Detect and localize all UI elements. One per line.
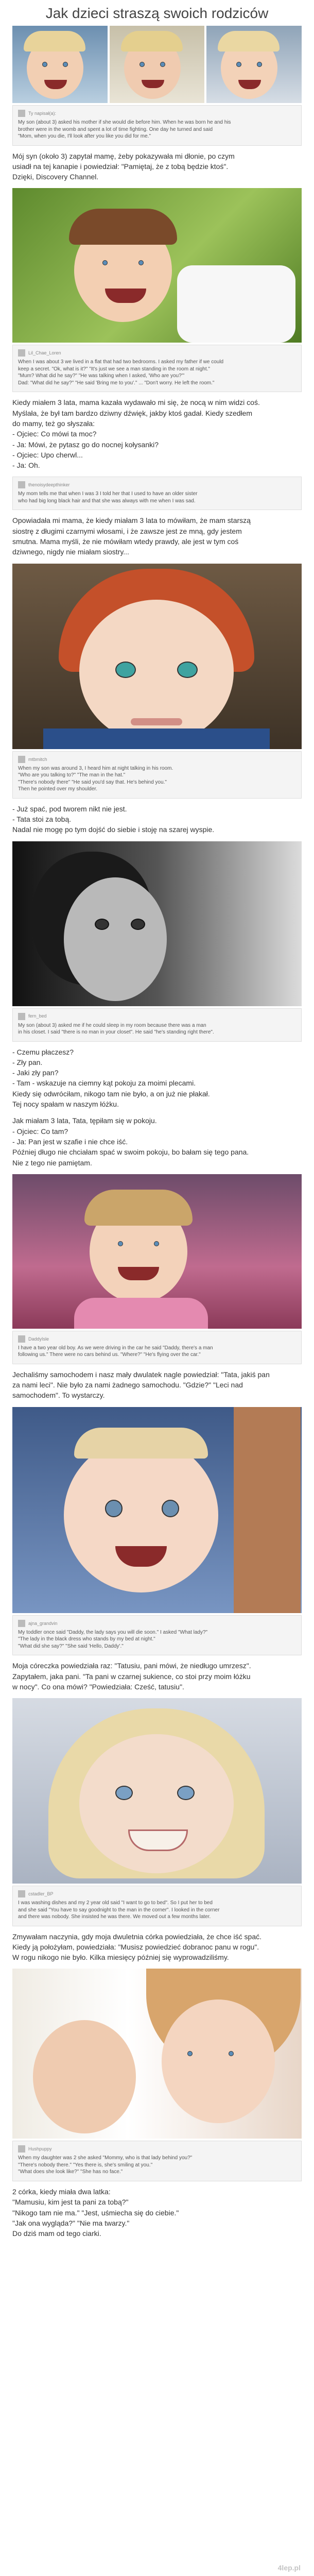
quote-card-7 [12,1615,302,1656]
story-line: Jechaliśmy samochodem i nasz mały dwulatek nagle powiedział: "Tata, jakiś pan [12,1370,270,1379]
story-text-9 [12,1931,302,1963]
card-line: When I was about 3 we lived in a flat that had two bedrooms. I asked my father if we could [18,359,224,365]
story-line: Zapytałem, jaka pani. "Ta pani w czarnej sukience, co stoi przy moim łóżku [12,1672,251,1681]
card-line: "Mum? What did he say?" "He was talking when I asked, 'Who are you?'" [18,373,185,379]
story-line: do mamy, też go słyszała: [12,419,95,428]
card-line: following us." There were no cars behind us. "Where?" "He's flying over the car." [18,1352,201,1358]
quote-card-8 [12,1886,302,1926]
story-line: Do dziś mam od tego ciarki. [12,2229,101,2238]
story-line: dziwnego, nigdy nie miałam siostry... [12,548,129,556]
story-line: "Jak ona wygląda?" "Nie ma twarzy." [12,2218,130,2227]
story-text-7 [12,1369,302,1401]
card-line: and there was nobody. She insisted he was there. We moved out a few months later. [18,1914,211,1920]
quote-card-3 [12,477,302,510]
story-line: "Mamusiu, kim jest ta pani za tobą?" [12,2198,129,2207]
story-line: - Ojciec: Co mówi ta moc? [12,430,97,438]
card-user: ajna_grandvin [28,1620,58,1626]
card-line: brother were in the womb and spent a lot of time fighting. One day he turned and said [18,126,213,132]
story-line: - Ojciec: Co tam? [12,1127,68,1136]
story-line: - Tam - wskazuje na ciemny kąt pokoju za moimi plecami. [12,1079,196,1088]
child-photo-kiss [12,1969,302,2139]
story-text-10 [12,2187,302,2239]
story-line: Tej nocy spałam w naszym łóżku. [12,1100,119,1109]
card-line: I have a two year old boy. As we were driving in the car he said "Daddy, there's a man [18,1345,213,1351]
story-line: "Nikogo tam nie ma." "Jest, uśmiecha się do ciebie." [12,2208,179,2217]
page-title: Jak dzieci straszą swoich rodziców [45,5,269,21]
child-photo-2 [110,26,205,103]
card-line: My toddler once said "Daddy, the lady says you will die soon." I asked "What lady?" [18,1629,208,1635]
card-line: "There's nobody there." "Yes there is, she's smiling at you." [18,2162,153,2168]
child-photo-red-hair [12,564,302,749]
card-line: My mom tells me that when I was 3 I told her that I used to have an older sister [18,491,198,497]
story-line: samochodem". To wystarczy. [12,1391,105,1400]
quote-card-4 [12,751,302,799]
story-line: smutna. Mama myśli, że nie mówiłam wtedy prawdy, ale jest w tym coś [12,537,239,546]
user-avatar-icon [18,349,25,357]
card-line: "Who are you talking to?" "The man in the hat." [18,772,126,778]
card-user: thenoisydeepthinker [28,482,70,488]
card-line: keep a secret. "Ok, what is it?" "It's just we see a man standing in the room at night." [18,366,210,372]
card-user: cstadler_BP [28,1891,54,1897]
card-line: "There's nobody there" "He said you'd say that. He's behind you." [18,779,167,785]
user-avatar-icon [18,756,25,763]
quote-card-6 [12,1331,302,1364]
story-line: - Jaki zły pan? [12,1069,59,1077]
card-line: My son (about 3) asked me if he could sleep in my room because there was a man [18,1022,206,1028]
story-text-3 [12,515,302,557]
story-line: Kiedy się odwróciłam, nikogo tam nie było, a on już nie płakał. [12,1089,210,1098]
card-user: Lil_Chae_Loren [28,350,61,356]
card-line: Dad: "What did he say?" "He said 'Bring me to you'." ... "Don't worry. He left the room." [18,380,215,386]
photo-strip [12,26,302,103]
story-line: w nocy". Co ona mówi? "Powiedziała: Cześć, tatusiu". [12,1682,184,1691]
card-user: Ty napisał(a): [28,110,57,116]
story-line: 2 córka, kiedy miała dwa latka: [12,2187,111,2196]
story-text-4 [12,804,302,835]
user-avatar-icon [18,1620,25,1627]
story-line: usiadł na tej kanapie i powiedział: "Pamiętaj, że z tobą będzie ktoś". [12,162,229,171]
story-text-2 [12,397,302,470]
story-line: - Ojciec: Upo cherwl... [12,450,83,459]
child-photo-blonde-girl [12,1698,302,1884]
card-line: "What does she look like?" "She has no face." [18,2169,123,2175]
story-line: siostrę z długimi czarnymi włosami, i że zawsze jest ze mną, gdy jestem [12,527,242,535]
card-user: Hushpuppy [28,2146,52,2152]
user-avatar-icon [18,1890,25,1897]
card-line: and she said "You have to say goodnight to the man in the corner". I looked in the corner [18,1907,220,1913]
child-photo-toddler [12,1407,302,1613]
story-line: - Zły pan. [12,1058,43,1066]
card-line: in his closet. I said "there is no man in your closet". He said "he's standing right there". [18,1029,214,1036]
child-photo-girl-pink [12,1174,302,1329]
story-line: - Czemu płaczesz? [12,1047,74,1056]
story-line: Kiedy ją położyłam, powiedziała: "Musisz powiedzieć dobranoc panu w rogu". [12,1942,259,1951]
card-user: DaddyIsle [28,1336,49,1342]
story-line: - Ja: Pan jest w szafie i nie chce iść. [12,1137,128,1146]
quote-card-2 [12,345,302,392]
story-text-5 [12,1047,302,1110]
card-line: When my daughter was 2 she asked "Mommy, who is that lady behind you?" [18,2155,193,2161]
child-photo-1 [12,26,108,103]
story-line: Zmywałam naczynia, gdy moja dwuletnia córka powiedziała, że chce iść spać. [12,1932,261,1941]
card-line: My son (about 3) asked his mother if she would die before him. When he was born he and his [18,120,231,125]
card-line: who had big long black hair and that she was always with me when I was sad. [18,498,196,504]
story-line: Nadal nie mogę po tym dojść do siebie i stoję na szarej wyspie. [12,825,215,834]
card-user: fern_bed [28,1013,47,1019]
card-user: mtbmitch [28,756,47,762]
story-line: Mój syn (około 3) zapytał mamę, żeby pokazywała mi dłonie, po czym [12,151,235,160]
child-photo-boy-grass [12,188,302,343]
story-line: Później długo nie chciałam spać w swoim pokoju, bo bałam się tego pana. [12,1148,249,1157]
card-line: "What did she say?" "She said 'Hello, Daddy'." [18,1643,124,1649]
card-line: "Mom, when you die, I'll look after you like you did for me." [18,133,151,139]
user-avatar-icon [18,481,25,488]
story-line: Myślała, że był tam bardzo dziwny dźwięk, jakby ktoś gadał. Kiedy szedłem [12,409,253,417]
child-photo-3 [206,26,302,103]
story-line: - Ja: Mówi, że pytasz go do nocnej kołysanki? [12,440,159,449]
card-line: "The lady in the black dress who stands by my bed at night." [18,1636,155,1642]
story-text-8 [12,1660,302,1692]
card-line: Then he pointed over my shoulder. [18,786,97,792]
story-text-6 [12,1115,302,1167]
story-line: Moja córeczka powiedziała raz: "Tatusiu, pani mówi, że niedługo umrzesz". [12,1662,251,1670]
story-line: - Tata stoi za tobą. [12,815,72,823]
story-line: Dzięki, Discovery Channel. [12,173,99,181]
story-line: Kiedy miałem 3 lata, mama kazała wydawało mi się, że nocą w nim widzi coś. [12,398,260,407]
site-watermark: 4lep.pl [277,2564,301,2572]
story-line: Jak miałam 3 lata, Tata, tępiłam się w pokoju. [12,1116,157,1125]
user-avatar-icon [18,1335,25,1343]
story-line: - Już spać, pod tworem nikt nie jest. [12,804,127,813]
quote-card-5 [12,1008,302,1042]
user-avatar-icon [18,2145,25,2153]
story-line: Opowiadała mi mama, że kiedy miałam 3 lata to mówiłam, że mam starszą [12,516,251,525]
story-text-1 [12,151,302,182]
story-line: Nie z tego nie pamiętam. [12,1158,92,1167]
quote-card-1 [12,105,302,146]
child-photo-bw [12,841,302,1006]
user-avatar-icon [18,110,25,117]
story-line: W rogu nikogo nie było. Kilka miesięcy później się wyprowadziliśmy. [12,1953,229,1962]
card-line: I was washing dishes and my 2 year old said "I want to go to bed". So I put her to bed [18,1900,213,1906]
story-line: - Ja: Oh. [12,461,40,470]
card-line: When my son was around 3, I heard him at night talking in his room. [18,765,173,771]
story-line: za nami leci". Nie było za nami żadnego samochodu. "Gdzie?" "Leci nad [12,1381,243,1389]
user-avatar-icon [18,1013,25,1020]
quote-card-9 [12,2141,302,2181]
